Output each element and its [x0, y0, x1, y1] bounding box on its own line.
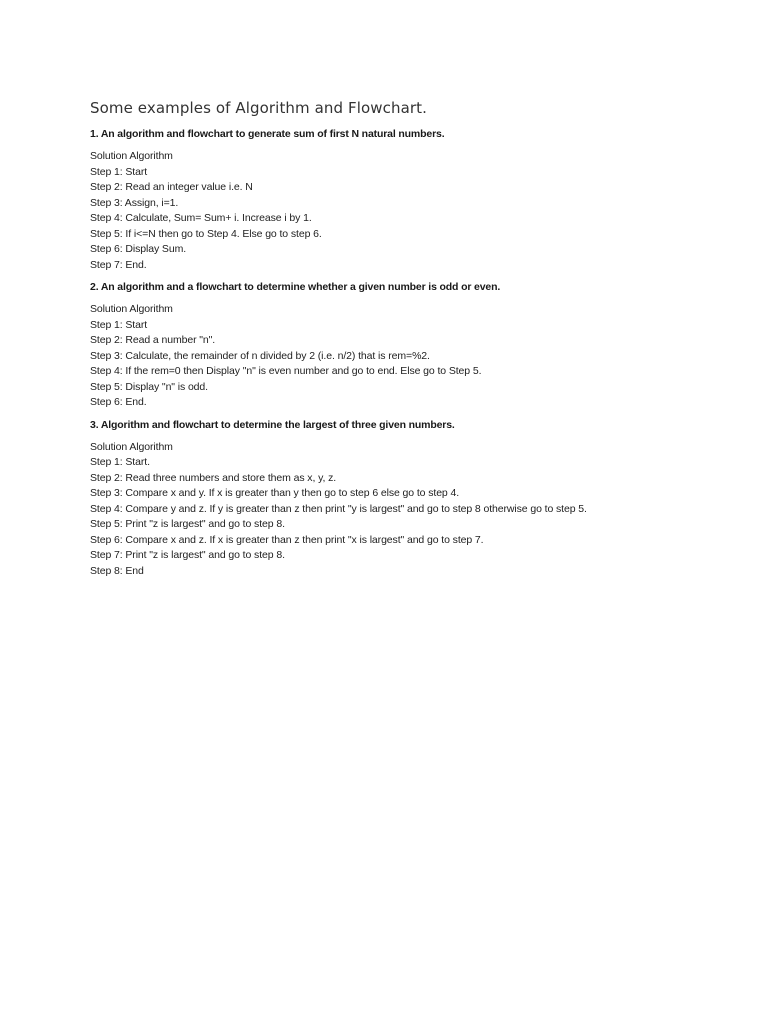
step-item: Step 6: End.: [90, 396, 147, 408]
step-item: Step 1: Start: [90, 165, 148, 178]
step-item: Step 1: Start: [90, 318, 148, 331]
step-item: Step 3: Calculate, the remainder of n divided by 2 (i.e. n/2) that is rem=%2.: [90, 349, 430, 362]
step-item: Step 3: Assign, i=1.: [90, 196, 179, 209]
step-item: Step 6: Display Sum.: [90, 243, 187, 255]
step-item: Step 7: Print "z is largest" and go to step 8.: [90, 549, 285, 561]
step-item: Step 3: Compare x and y. If x is greater than y then go to step 6 else go to step 4.: [90, 487, 460, 499]
section-heading: 2. An algorithm and a flowchart to determine whether a given number is odd or even.: [90, 281, 501, 293]
step-item: Step 6: Compare x and z. If x is greater than z then print "x is largest" and go to step 7.: [90, 533, 484, 546]
solution-label: Solution Algorithm: [90, 150, 173, 162]
step-item: Step 2: Read three numbers and store them as x, y, z.: [90, 471, 337, 484]
step-list: [90, 165, 730, 274]
step-item: Step 2: Read an integer value i.e. N: [90, 181, 253, 193]
step-list: [90, 318, 730, 411]
step-item: Step 4: Compare y and z. If y is greater than z then print "y is largest" and go to step 8 otherwise go to step 5.: [90, 502, 587, 515]
solution-label: Solution Algorithm: [90, 440, 173, 453]
step-item: Step 4: Calculate, Sum= Sum+ i. Increase i by 1.: [90, 212, 312, 224]
step-item: Step 8: End: [90, 564, 144, 577]
algorithm-section-1: [90, 127, 730, 273]
step-item: Step 7: End.: [90, 258, 147, 271]
document-title: Some examples of Algorithm and Flowchart.: [90, 99, 427, 117]
document-page: [90, 98, 730, 586]
algorithm-section-2: [90, 280, 730, 411]
section-heading: 3. Algorithm and flowchart to determine the largest of three given numbers.: [90, 418, 455, 431]
step-item: Step 5: If i<=N then go to Step 4. Else go to step 6.: [90, 227, 322, 240]
step-item: Step 5: Print "z is largest" and go to step 8.: [90, 518, 285, 530]
step-item: Step 4: If the rem=0 then Display "n" is even number and go to end. Else go to Step 5.: [90, 365, 482, 377]
solution-label: Solution Algorithm: [90, 303, 173, 315]
step-item: Step 2: Read a number "n".: [90, 334, 216, 346]
step-list: [90, 455, 730, 579]
step-item: Step 5: Display "n" is odd.: [90, 380, 208, 393]
section-heading: 1. An algorithm and flowchart to generate sum of first N natural numbers.: [90, 128, 445, 140]
step-item: Step 1: Start.: [90, 456, 150, 468]
algorithm-section-3: [90, 418, 730, 580]
